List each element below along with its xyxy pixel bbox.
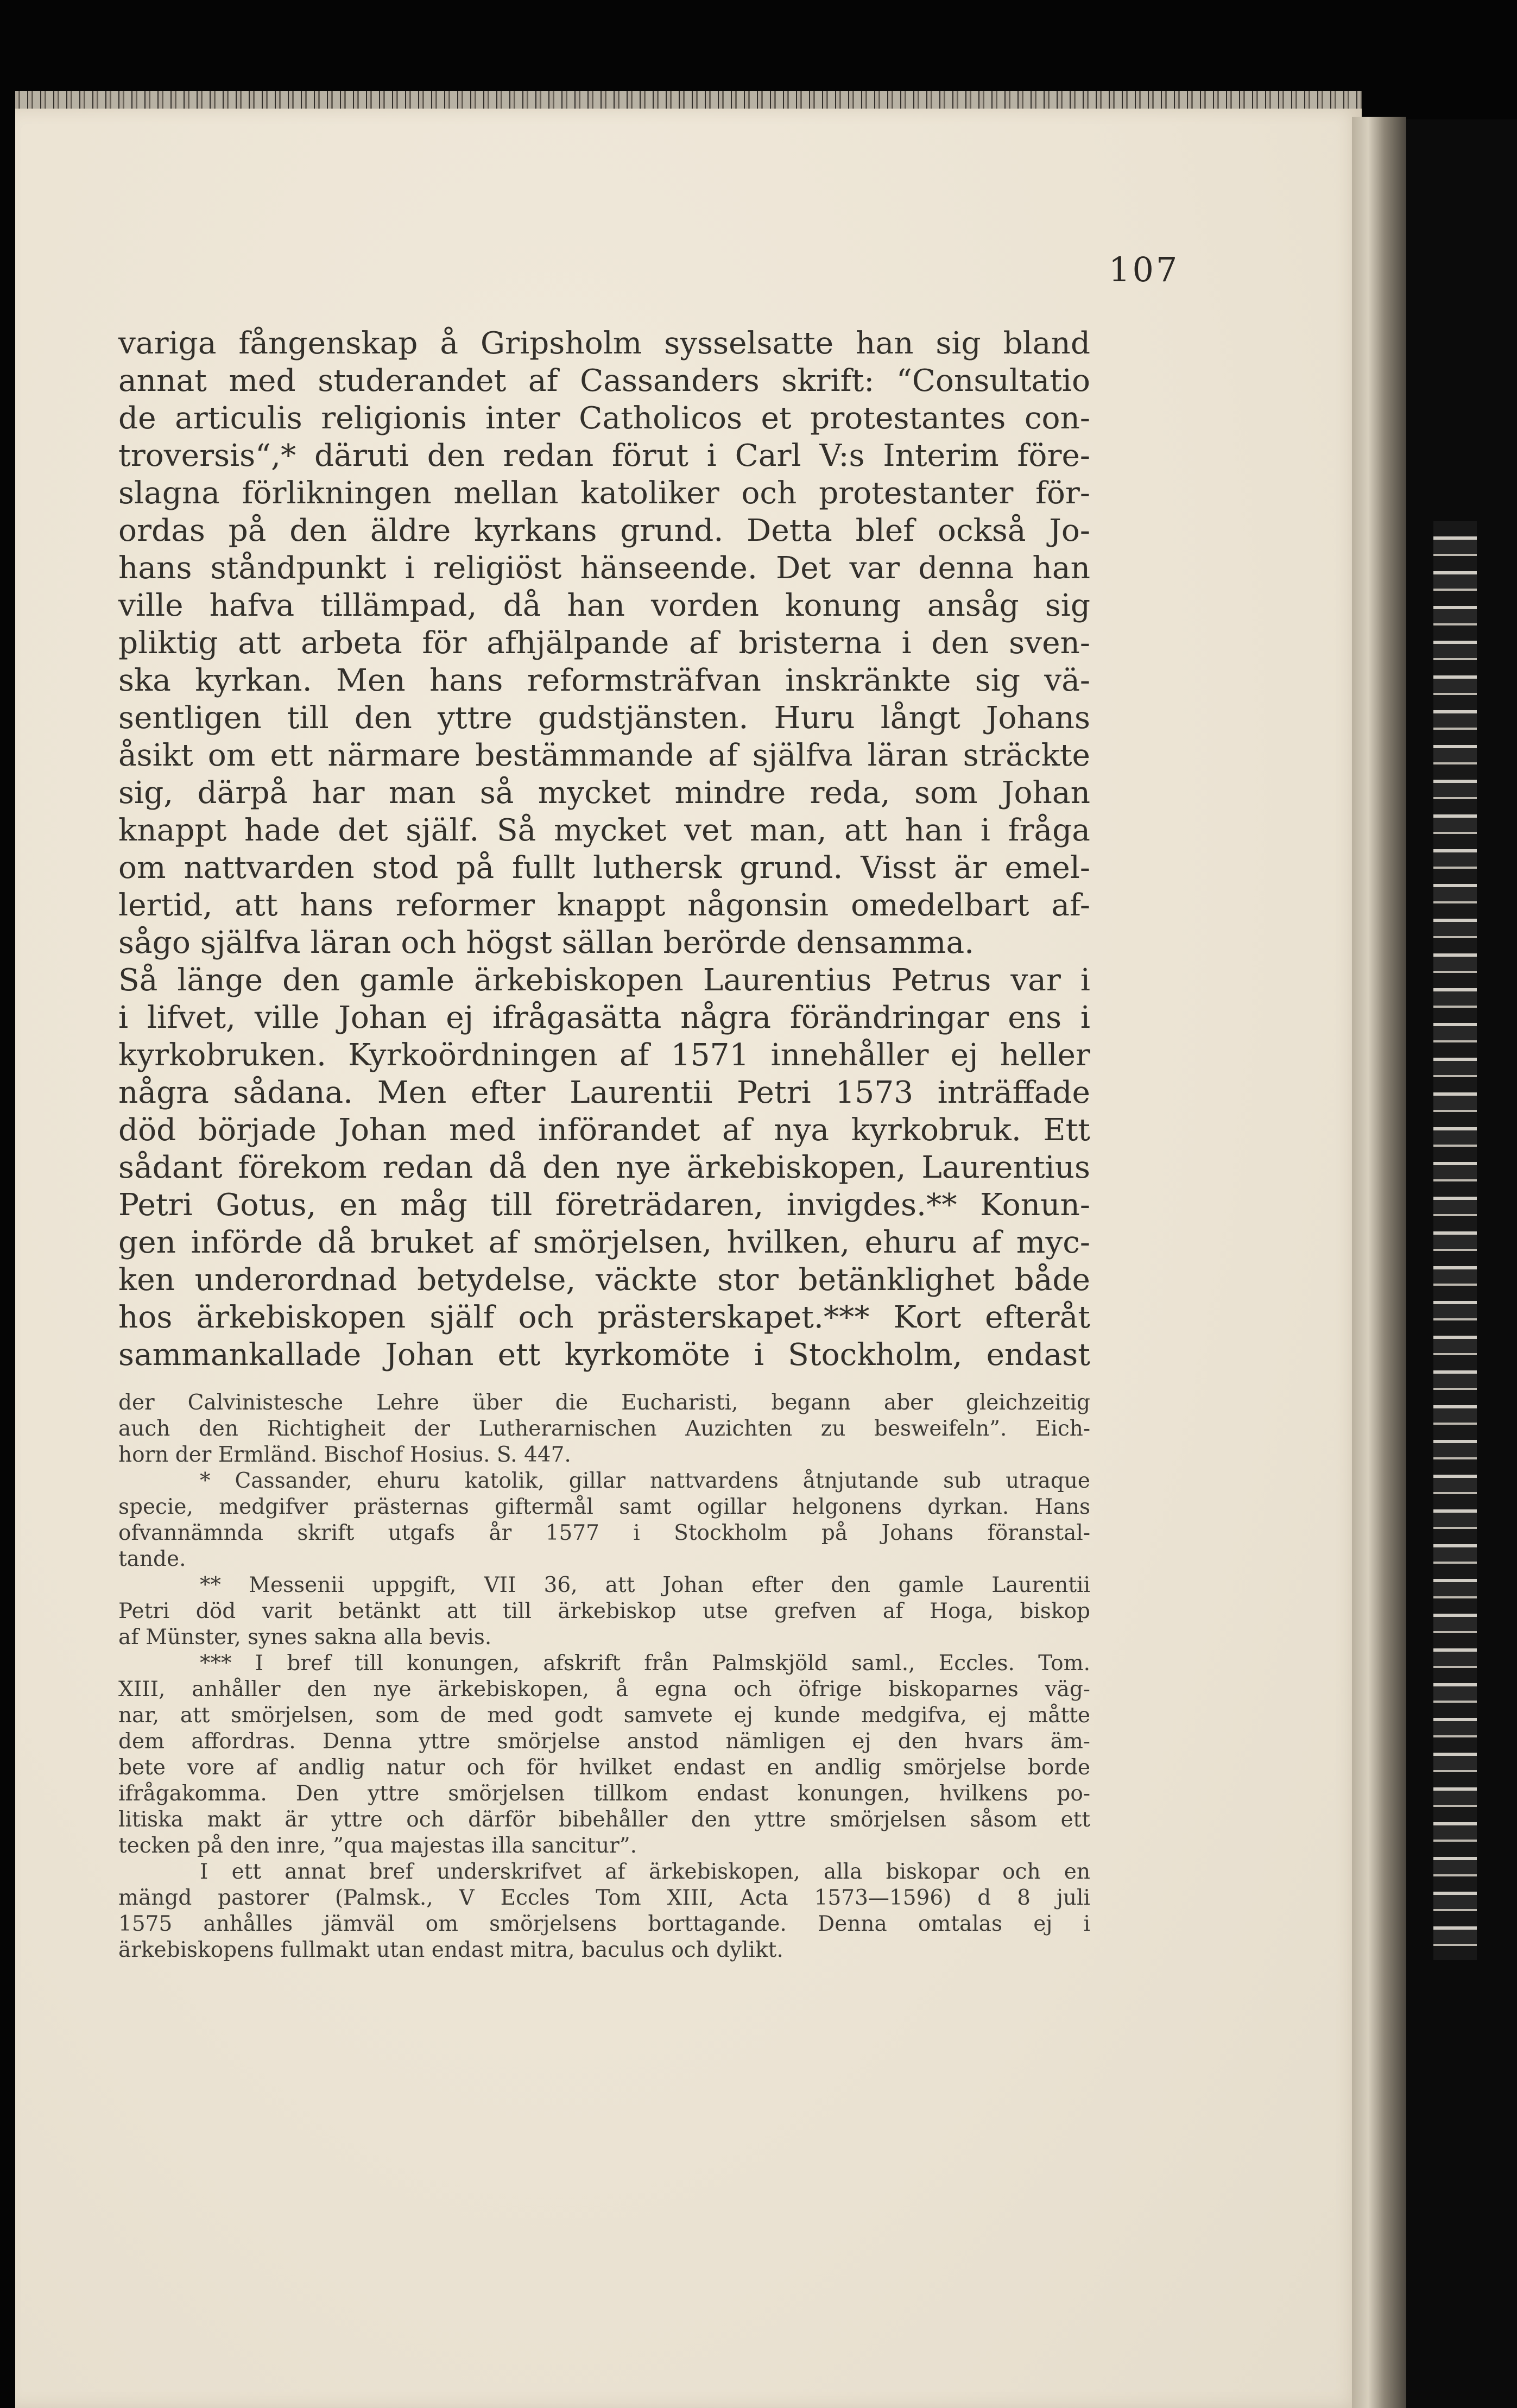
footnote-line: mängd pastorer (Palmsk., V Eccles Tom XIII, Acta 1573—1596) d 8 juli [118, 1886, 1090, 1910]
footnote-line: ärkebiskopens fullmakt utan endast mitra, baculus och dylikt. [118, 1938, 783, 1962]
body-line: de articulis religionis inter Catholicos et protestantes con- [118, 401, 1090, 436]
body-line: hos ärkebiskopen själf och prästerskapet.*** Kort efteråt [118, 1300, 1090, 1335]
footnote-line: horn der Ermländ. Bischof Hosius. S. 447. [118, 1443, 571, 1467]
book-spine-edge [1352, 117, 1406, 2408]
footnote-line: I ett annat bref underskrifvet af ärkebiskopen, alla biskopar och en [200, 1860, 1090, 1884]
body-text [118, 325, 1090, 1374]
body-line: kyrkobruken. Kyrkoördningen af 1571 innehåller ej heller [118, 1038, 1090, 1073]
body-line: hans ståndpunkt i religiöst hänseende. Det var denna han [118, 551, 1090, 586]
footnote-line: specie, medgifver prästernas giftermål samt ogillar helgonens dyrkan. Hans [118, 1495, 1090, 1519]
footnotes [118, 1390, 1090, 1963]
footnote-line: tande. [118, 1547, 186, 1571]
footnote-line: bete vore af andlig natur och för hvilket endast en andlig smörjelse borde [118, 1755, 1090, 1780]
body-line: lertid, att hans reformer knappt någonsin omedelbart af- [118, 888, 1090, 923]
body-line: Så länge den gamle ärkebiskopen Laurentius Petrus var i [118, 963, 1090, 998]
body-line: sentligen till den yttre gudstjänsten. Huru långt Johans [118, 700, 1090, 736]
body-line: variga fångenskap å Gripsholm sysselsatte han sig bland [118, 326, 1090, 361]
body-line: troversis“,* däruti den redan förut i Carl V:s Interim före- [118, 438, 1090, 473]
footnote-line: nar, att smörjelsen, som de med godt samvete ej kunde medgifva, ej måtte [118, 1703, 1090, 1728]
body-line: pliktig att arbeta för afhjälpande af bristerna i den sven- [118, 625, 1090, 661]
body-line: sig, därpå har man så mycket mindre reda, som Johan [118, 775, 1090, 811]
footnote-line: der Calvinistesche Lehre über die Eucharisti, begann aber gleichzeitig [118, 1391, 1090, 1415]
body-line: annat med studerandet af Cassanders skrift: “Consultatio [118, 363, 1090, 399]
footnote-line: * Cassander, ehuru katolik, gillar nattvardens åtnjutande sub utraque [200, 1469, 1090, 1493]
body-line: i lifvet, ville Johan ej ifrågasätta några förändringar ens i [118, 1000, 1090, 1035]
page-number: 107 [1109, 250, 1180, 289]
body-line: åsikt om ett närmare bestämmande af själfva läran sträckte [118, 738, 1090, 773]
footnote-line: XIII, anhåller den nye ärkebiskopen, å egna och öfrige biskoparnes väg- [118, 1677, 1090, 1702]
body-line: gen införde då bruket af smörjelsen, hvilken, ehuru af myc- [118, 1225, 1090, 1260]
footnote-line: *** I bref till konungen, afskrift från Palmskjöld saml., Eccles. Tom. [200, 1651, 1090, 1676]
cover-decoration [1433, 521, 1477, 1960]
footnote-line: af Münster, synes sakna alla bevis. [118, 1625, 492, 1649]
body-line: några sådana. Men efter Laurentii Petri 1573 inträffade [118, 1075, 1090, 1110]
footnote-line: 1575 anhålles jämväl om smörjelsens borttagande. Denna omtalas ej i [118, 1912, 1090, 1936]
body-line: ken underordnad betydelse, väckte stor betänklighet både [118, 1262, 1090, 1298]
body-line: död började Johan med införandet af nya kyrkobruk. Ett [118, 1113, 1090, 1148]
body-line: sådant förekom redan då den nye ärkebiskopen, Laurentius [118, 1150, 1090, 1185]
footnote-line: ofvannämnda skrift utgafs år 1577 i Stockholm på Johans föranstal- [118, 1521, 1090, 1545]
body-line: om nattvarden stod på fullt luthersk grund. Visst är emel- [118, 850, 1090, 886]
body-line: Petri Gotus, en måg till företrädaren, invigdes.** Konun- [118, 1187, 1090, 1223]
body-line: ville hafva tillämpad, då han vorden konung ansåg sig [118, 588, 1090, 623]
body-line: knappt hade det själf. Så mycket vet man, att han i fråga [118, 813, 1090, 848]
body-line: ska kyrkan. Men hans reformsträfvan inskränkte sig vä- [118, 663, 1090, 698]
footnote-line: ifrågakomma. Den yttre smörjelsen tillkom endast konungen, hvilkens po- [118, 1781, 1090, 1806]
footnote-line: ** Messenii uppgift, VII 36, att Johan efter den gamle Laurentii [200, 1573, 1090, 1597]
body-line: slagna förlikningen mellan katoliker och protestanter för- [118, 476, 1090, 511]
footnote-line: auch den Richtigheit der Lutherarnischen Auzichten zu besweifeln”. Eich- [118, 1417, 1090, 1441]
footnote-line: tecken på den inre, ”qua majestas illa sancitur”. [118, 1834, 637, 1858]
body-line: ordas på den äldre kyrkans grund. Detta blef också Jo- [118, 513, 1090, 548]
footnote-line: dem affordras. Denna yttre smörjelse anstod nämligen ej den hvars äm- [118, 1729, 1090, 1754]
footnote-line: Petri död varit betänkt att till ärkebiskop utse grefven af Hoga, biskop [118, 1599, 1090, 1623]
body-line: sågo själfva läran och högst sällan berörde densamma. [118, 925, 975, 960]
body-line: sammankallade Johan ett kyrkomöte i Stockholm, endast [118, 1337, 1090, 1373]
footnote-line: litiska makt är yttre och därför bibehåller den yttre smörjelsen såsom ett [118, 1807, 1090, 1832]
